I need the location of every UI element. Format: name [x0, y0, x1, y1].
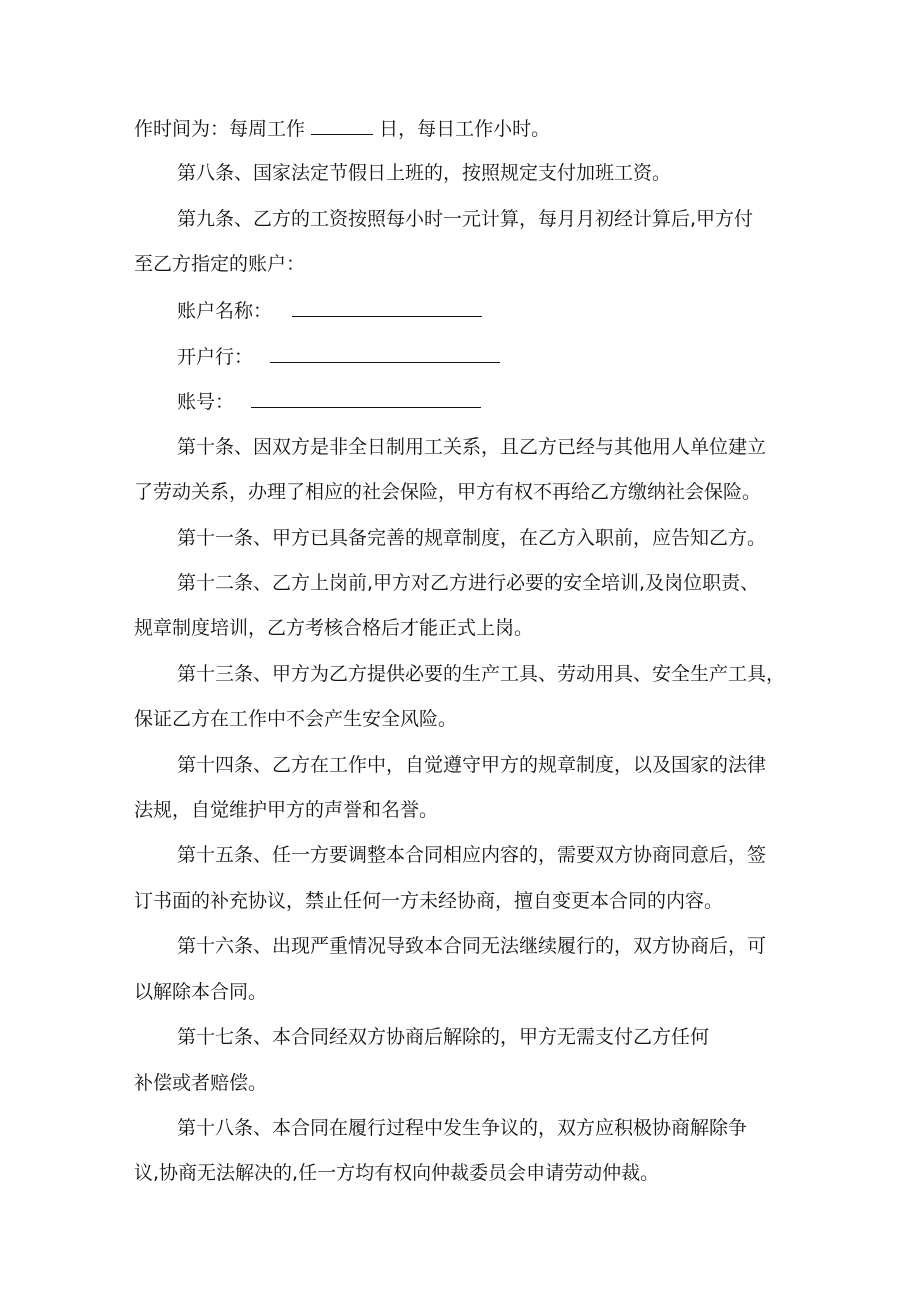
account-number-blank: [251, 389, 481, 408]
article-16-line-1: 第十六条、出现严重情况导致本合同无法继续履行的，双方协商后，可: [177, 935, 767, 957]
article-10-line-2: 了劳动关系，办理了相应的社会保险，甲方有权不再给乙方缴纳社会保险。: [134, 481, 762, 503]
account-number-label: 账号：: [177, 391, 235, 413]
article-17-line-2: 补偿或者赔偿。: [134, 1072, 268, 1094]
working-hours-text-after: 日，每日工作小时。: [379, 118, 551, 140]
article-12-line-2: 规章制度培训，乙方考核合格后才能正式上岗。: [134, 617, 534, 639]
article-15-line-1: 第十五条、任一方要调整本合同相应内容的，需要双方协商同意后，签: [177, 844, 767, 866]
article-9-line-2: 至乙方指定的账户：: [134, 253, 306, 275]
article-14-line-2: 法规，自觉维护甲方的声誉和名誉。: [134, 799, 439, 821]
article-18-line-1: 第十八条、本合同在履行过程中发生争议的，双方应积极协商解除争: [177, 1117, 748, 1139]
article-13-line-2: 保证乙方在工作中不会产生安全风险。: [134, 708, 458, 730]
article-14-line-1: 第十四条、乙方在工作中，自觉遵守甲方的规章制度，以及国家的法律: [177, 754, 767, 776]
article-13-line-1: 第十三条、甲方为乙方提供必要的生产工具、劳动用具、安全生产工具，: [177, 663, 786, 685]
article-12-line-1: 第十二条、乙方上岗前,甲方对乙方进行必要的安全培训,及岗位职责、: [177, 572, 760, 594]
article-8: 第八条、国家法定节假日上班的，按照规定支付加班工资。: [177, 162, 672, 184]
account-name-row: [177, 298, 482, 323]
article-18-line-2: 议,协商无法解决的,任一方均有权向仲裁委员会申请劳动仲裁。: [134, 1162, 660, 1184]
article-10-line-1: 第十条、因双方是非全日制用工关系，且乙方已经与其他用人单位建立: [177, 436, 767, 458]
days-per-week-blank: [311, 116, 373, 135]
working-hours-line: [134, 116, 550, 141]
bank-blank: [270, 344, 500, 363]
account-number-row: [177, 389, 481, 414]
working-hours-text-before: 作时间为：每周工作: [134, 118, 306, 140]
bank-row: [177, 344, 500, 369]
article-9-line-1: 第九条、乙方的工资按照每小时一元计算，每月月初经计算后,甲方付: [177, 208, 754, 230]
article-11: 第十一条、甲方已具备完善的规章制度，在乙方入职前，应告知乙方。: [177, 527, 767, 549]
account-name-blank: [292, 298, 482, 317]
article-16-line-2: 以解除本合同。: [134, 981, 268, 1003]
article-15-line-2: 订书面的补充协议，禁止任何一方未经协商，擅自变更本合同的内容。: [134, 890, 724, 912]
article-17-line-1: 第十七条、本合同经双方协商后解除的，甲方无需支付乙方任何: [177, 1026, 710, 1048]
account-name-label: 账户名称：: [177, 300, 273, 322]
bank-label: 开户行：: [177, 346, 254, 368]
